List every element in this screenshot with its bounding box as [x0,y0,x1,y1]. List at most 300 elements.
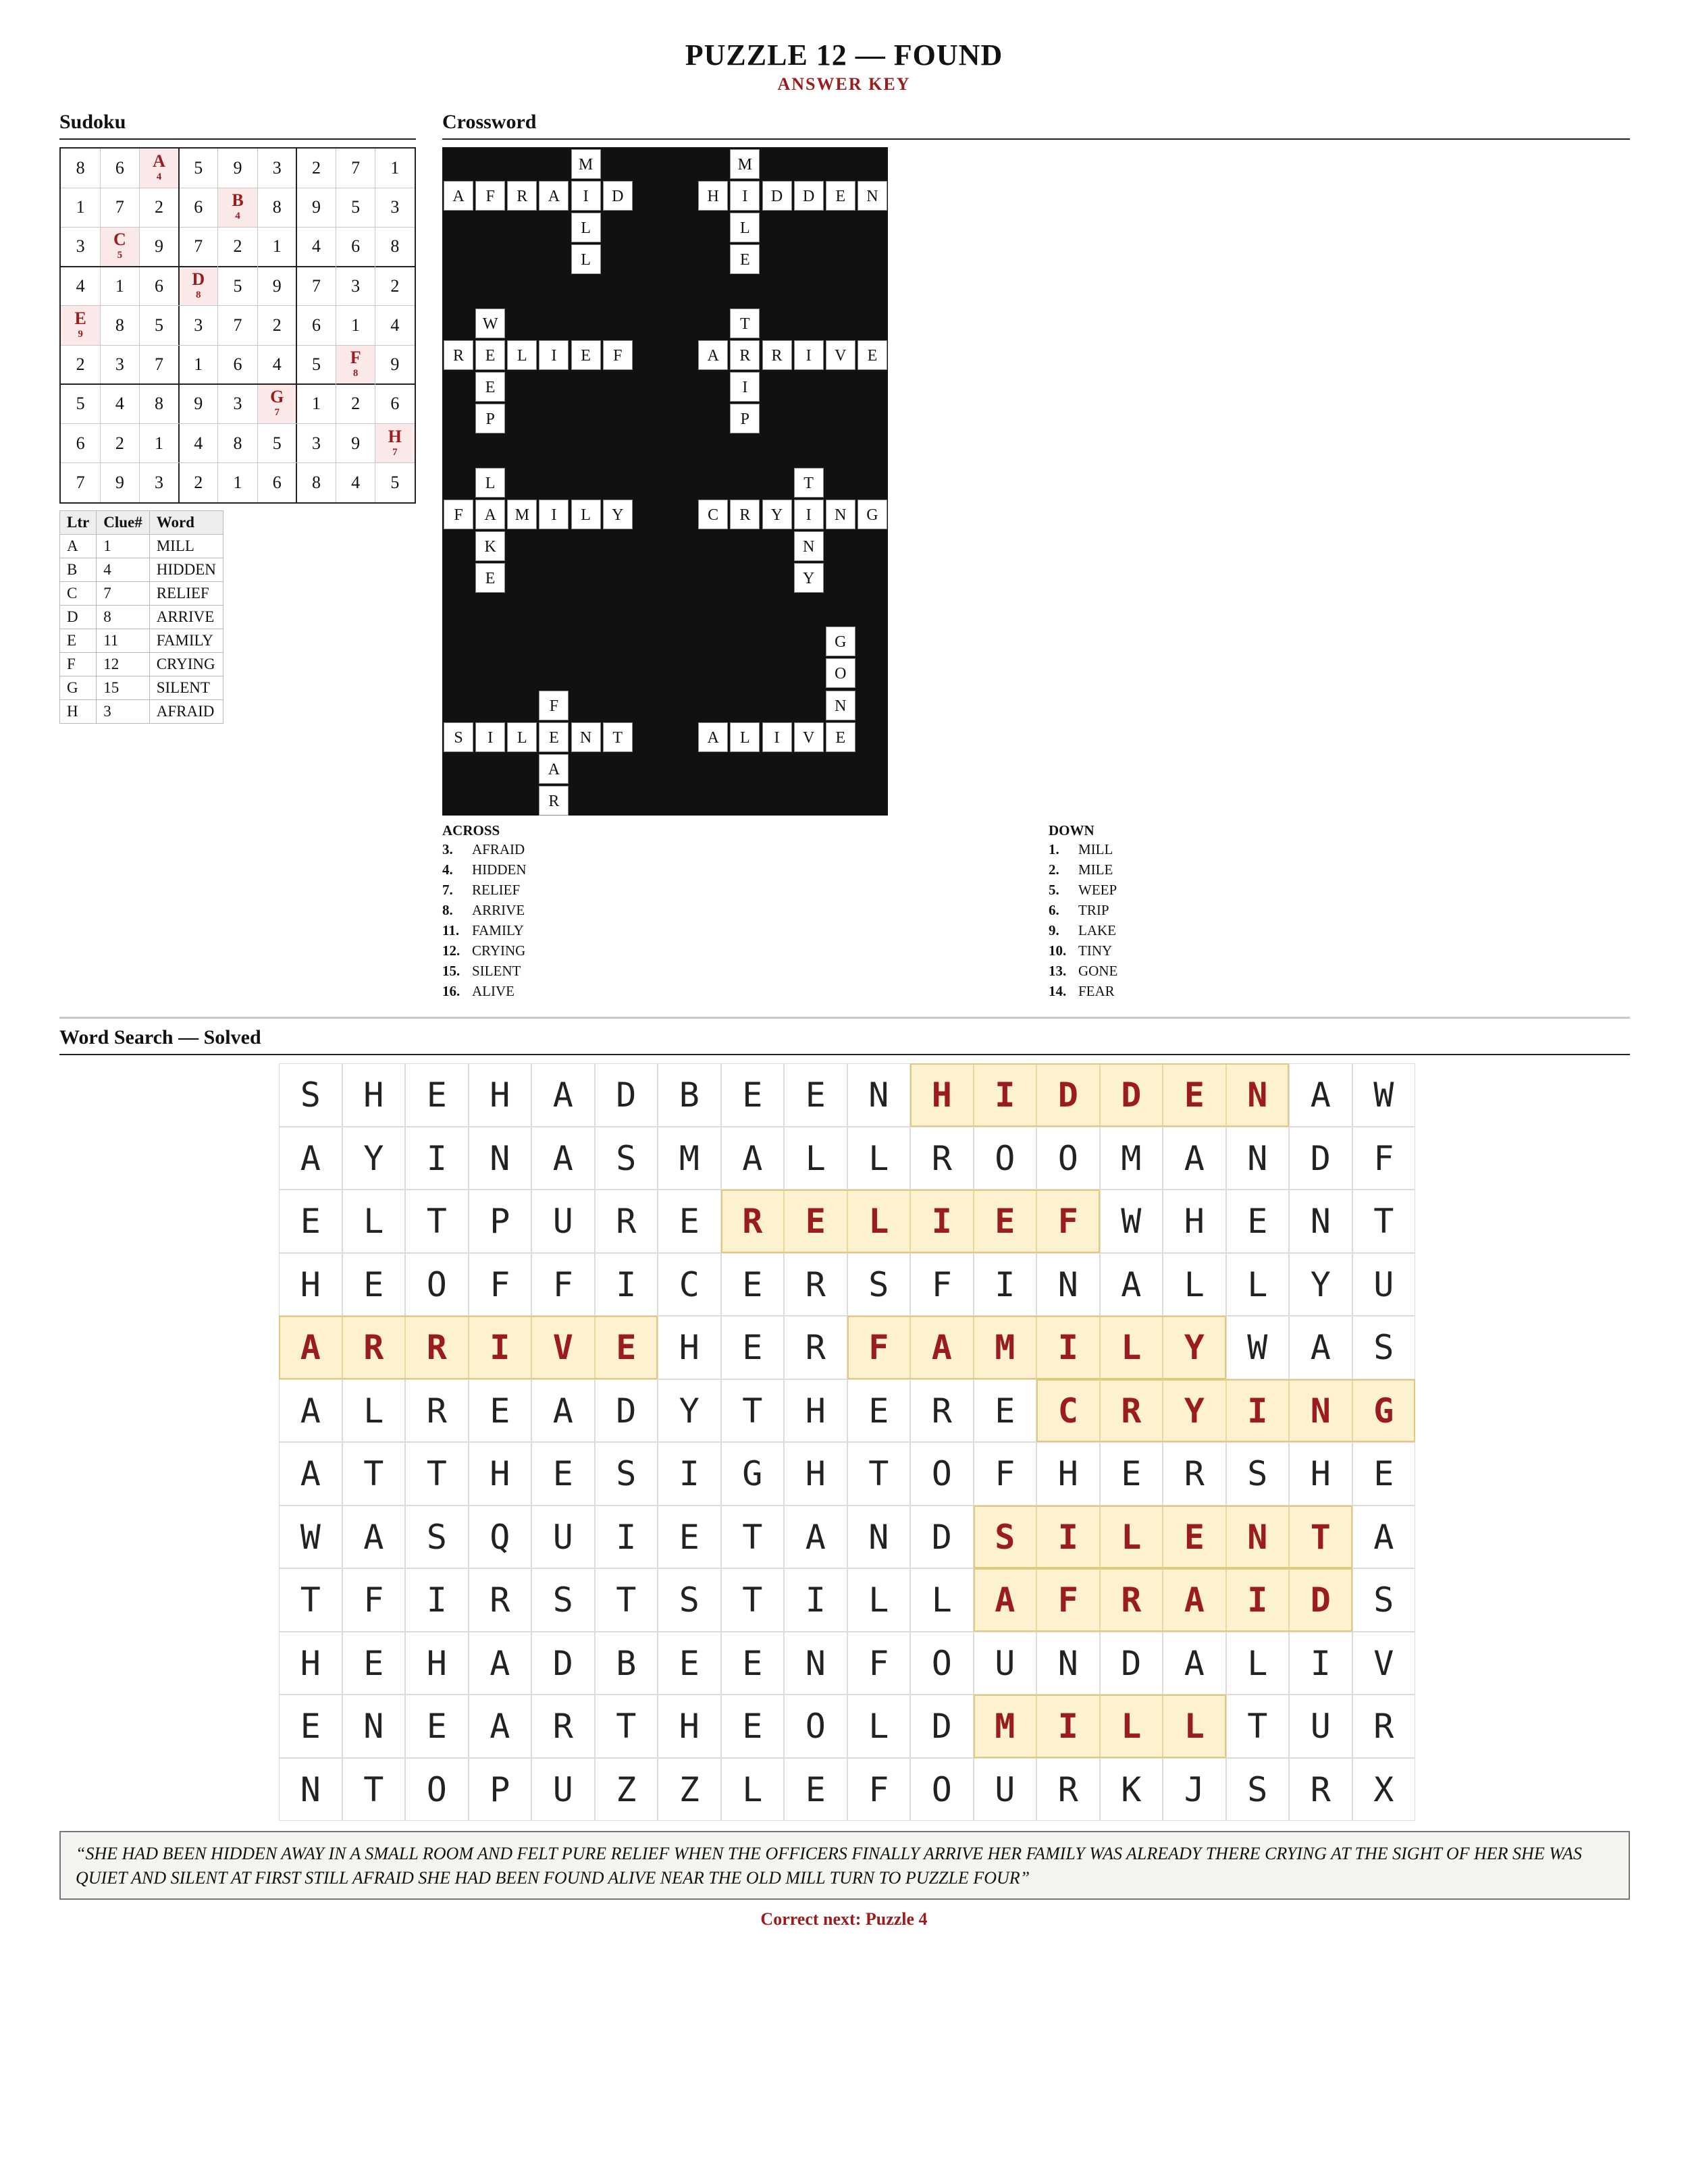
word-search-found-letter[interactable]: R [1100,1568,1163,1632]
crossword-cell[interactable]: A [475,500,505,529]
word-search-letter[interactable]: X [1352,1758,1416,1821]
sudoku-cell[interactable]: 8 [115,315,124,335]
word-search-letter[interactable]: A [1100,1253,1163,1316]
sudoku-cell[interactable]: 9 [115,472,124,492]
sudoku-cell[interactable]: 9 [155,236,164,257]
crossword-cell[interactable]: A [698,722,728,752]
word-search-found-letter[interactable]: I [1036,1506,1100,1569]
sudoku-cell[interactable] [100,227,139,266]
sudoku-cell[interactable]: 2 [272,315,282,335]
word-search-letter[interactable]: A [721,1127,785,1190]
word-search-letter[interactable]: I [1289,1632,1352,1695]
word-search-letter[interactable]: V [1352,1632,1416,1695]
word-search-found-letter[interactable]: E [784,1190,847,1253]
sudoku-cell[interactable]: 7 [233,315,242,335]
word-search-found-letter[interactable]: A [279,1316,342,1379]
sudoku-cell[interactable] [139,149,178,188]
sudoku-cell[interactable]: 1 [272,236,282,257]
crossword-cell[interactable]: E [571,340,601,370]
word-search-letter[interactable]: R [910,1379,974,1443]
word-search-found-letter[interactable]: R [721,1190,785,1253]
word-search-letter[interactable]: A [1352,1506,1416,1569]
sudoku-cell[interactable]: 2 [390,275,400,296]
sudoku-cell[interactable]: 3 [76,236,85,257]
word-search-letter[interactable]: B [658,1063,721,1127]
crossword-cell[interactable]: V [794,722,824,752]
sudoku-cell[interactable]: 2 [233,236,242,257]
sudoku-cell[interactable]: 1 [311,394,321,414]
word-search-letter[interactable]: R [1036,1758,1100,1821]
word-search-letter[interactable]: Z [595,1758,658,1821]
word-search-letter[interactable]: A [279,1379,342,1443]
crossword-cell[interactable]: F [603,340,633,370]
word-search-letter[interactable]: S [847,1253,911,1316]
crossword-cell[interactable]: I [794,340,824,370]
word-search-letter[interactable]: D [910,1695,974,1758]
word-search-letter[interactable]: T [847,1442,911,1506]
word-search-letter[interactable]: I [658,1442,721,1506]
word-search-found-letter[interactable]: A [910,1316,974,1379]
sudoku-cell[interactable] [375,424,415,463]
sudoku-cell[interactable]: 6 [76,433,85,453]
crossword-cell[interactable]: L [475,468,505,498]
sudoku-cell[interactable]: 8 [155,394,164,414]
sudoku-cell[interactable]: 5 [390,472,400,492]
word-search-letter[interactable]: E [531,1442,595,1506]
crossword-cell[interactable]: L [730,722,760,752]
word-search-letter[interactable]: E [469,1379,532,1443]
sudoku-cell[interactable]: 4 [390,315,400,335]
word-search-letter[interactable]: O [405,1758,469,1821]
word-search-letter[interactable]: O [910,1442,974,1506]
crossword-cell[interactable]: N [858,181,887,211]
crossword-cell[interactable]: I [794,500,824,529]
word-search-letter[interactable]: O [784,1695,847,1758]
word-search-letter[interactable]: O [405,1253,469,1316]
word-search-found-letter[interactable]: N [1226,1506,1290,1569]
crossword-cell[interactable]: A [539,181,569,211]
sudoku-cell[interactable]: 2 [76,354,85,375]
word-search-letter[interactable]: G [721,1442,785,1506]
word-search-letter[interactable]: A [784,1506,847,1569]
sudoku-cell[interactable]: 9 [233,158,242,178]
sudoku-cell[interactable]: 5 [76,394,85,414]
word-search-found-letter[interactable]: R [342,1316,406,1379]
word-search-found-letter[interactable]: F [847,1316,911,1379]
word-search-letter[interactable]: I [784,1568,847,1632]
sudoku-cell[interactable]: 4 [351,472,361,492]
word-search-letter[interactable]: A [531,1063,595,1127]
word-search-letter[interactable]: Y [342,1127,406,1190]
sudoku-cell[interactable]: 4 [194,433,203,453]
word-search-letter[interactable]: J [1163,1758,1226,1821]
word-search-letter[interactable]: T [721,1506,785,1569]
word-search-letter[interactable]: F [847,1758,911,1821]
word-search-letter[interactable]: F [974,1442,1037,1506]
crossword-cell[interactable]: P [730,404,760,433]
word-search-found-letter[interactable]: I [1036,1316,1100,1379]
word-search-letter[interactable]: T [595,1695,658,1758]
sudoku-cell[interactable]: 2 [115,433,124,453]
word-search-letter[interactable]: T [595,1568,658,1632]
word-search-letter[interactable]: R [1289,1758,1352,1821]
crossword-cell[interactable]: R [444,340,473,370]
word-search-letter[interactable]: E [1226,1190,1290,1253]
crossword-cell[interactable]: S [444,722,473,752]
word-search-letter[interactable]: S [1226,1442,1290,1506]
word-search-letter[interactable]: E [279,1190,342,1253]
word-search-found-letter[interactable]: N [1289,1379,1352,1443]
word-search-found-letter[interactable]: N [1226,1063,1290,1127]
word-search-letter[interactable]: I [405,1568,469,1632]
word-search-letter[interactable]: L [1226,1253,1290,1316]
word-search-letter[interactable]: R [531,1695,595,1758]
sudoku-cell[interactable]: 8 [233,433,242,453]
word-search-letter[interactable]: I [405,1127,469,1190]
word-search-letter[interactable]: E [405,1695,469,1758]
word-search-letter[interactable]: C [658,1253,721,1316]
word-search-letter[interactable]: Y [658,1379,721,1443]
word-search-letter[interactable]: M [1100,1127,1163,1190]
crossword-cell[interactable]: M [571,149,601,179]
word-search-letter[interactable]: R [784,1316,847,1379]
word-search-letter[interactable]: F [1352,1127,1416,1190]
crossword-cell[interactable]: I [539,500,569,529]
word-search-letter[interactable]: T [1352,1190,1416,1253]
word-search-letter[interactable]: B [595,1632,658,1695]
word-search-found-letter[interactable]: I [910,1190,974,1253]
word-search-found-letter[interactable]: E [1163,1506,1226,1569]
crossword-cell[interactable]: F [444,500,473,529]
sudoku-cell[interactable] [336,345,375,384]
sudoku-cell[interactable]: 1 [76,197,85,217]
word-search-letter[interactable]: L [784,1127,847,1190]
word-search-letter[interactable]: E [658,1506,721,1569]
word-search-letter[interactable]: E [405,1063,469,1127]
sudoku-cell[interactable]: 5 [272,433,282,453]
word-search-letter[interactable]: D [531,1632,595,1695]
word-search-letter[interactable]: N [847,1063,911,1127]
crossword-cell[interactable]: R [730,500,760,529]
word-search-letter[interactable]: R [405,1379,469,1443]
word-search-found-letter[interactable]: D [1100,1063,1163,1127]
crossword-cell[interactable]: G [858,500,887,529]
word-search-letter[interactable]: N [279,1758,342,1821]
word-search-found-letter[interactable]: Y [1163,1379,1226,1443]
word-search-found-letter[interactable]: I [974,1063,1037,1127]
crossword-cell[interactable]: A [698,340,728,370]
word-search-letter[interactable]: O [974,1127,1037,1190]
crossword-cell[interactable]: F [475,181,505,211]
word-search-letter[interactable]: L [342,1379,406,1443]
word-search-letter[interactable]: D [910,1506,974,1569]
word-search-letter[interactable]: E [721,1253,785,1316]
word-search-letter[interactable]: P [469,1758,532,1821]
word-search-letter[interactable]: P [469,1190,532,1253]
sudoku-cell[interactable]: 1 [155,433,164,453]
sudoku-cell[interactable]: 8 [76,158,85,178]
word-search-letter[interactable]: U [531,1506,595,1569]
word-search-found-letter[interactable]: C [1036,1379,1100,1443]
word-search-letter[interactable]: H [342,1063,406,1127]
word-search-letter[interactable]: T [405,1190,469,1253]
word-search-letter[interactable]: T [342,1442,406,1506]
crossword-cell[interactable]: D [762,181,792,211]
word-search-letter[interactable]: E [784,1758,847,1821]
word-search-letter[interactable]: R [595,1190,658,1253]
word-search-letter[interactable]: H [279,1253,342,1316]
crossword-cell[interactable]: A [444,181,473,211]
sudoku-cell[interactable]: 1 [351,315,361,335]
crossword-cell[interactable]: V [826,340,855,370]
word-search-letter[interactable]: E [279,1695,342,1758]
crossword-cell[interactable]: Y [762,500,792,529]
sudoku-cell[interactable]: 1 [233,472,242,492]
word-search-letter[interactable]: L [847,1695,911,1758]
word-search-letter[interactable]: H [1036,1442,1100,1506]
crossword-cell[interactable]: M [507,500,537,529]
sudoku-cell[interactable]: 3 [194,315,203,335]
sudoku-cell[interactable]: 6 [311,315,321,335]
word-search-letter[interactable]: H [1289,1442,1352,1506]
word-search-letter[interactable]: O [910,1758,974,1821]
sudoku-cell[interactable]: 8 [272,197,282,217]
word-search-letter[interactable]: F [342,1568,406,1632]
word-search-letter[interactable]: U [531,1758,595,1821]
sudoku-cell[interactable]: 8 [311,472,321,492]
word-search-letter[interactable]: E [721,1632,785,1695]
word-search-letter[interactable]: T [1226,1695,1290,1758]
word-search-letter[interactable]: S [1352,1316,1416,1379]
word-search-found-letter[interactable]: I [469,1316,532,1379]
word-search-letter[interactable]: W [279,1506,342,1569]
sudoku-cell[interactable]: 6 [351,236,361,257]
crossword-cell[interactable]: L [507,722,537,752]
sudoku-cell[interactable]: 3 [115,354,124,375]
crossword-cell[interactable]: N [794,531,824,561]
word-search-letter[interactable]: A [342,1506,406,1569]
crossword-cell[interactable]: N [826,500,855,529]
word-search-letter[interactable]: E [1352,1442,1416,1506]
word-search-letter[interactable]: D [595,1379,658,1443]
word-search-letter[interactable]: L [1163,1253,1226,1316]
word-search-letter[interactable]: I [595,1506,658,1569]
word-search-letter[interactable]: A [279,1442,342,1506]
word-search-letter[interactable]: E [658,1632,721,1695]
word-search-letter[interactable]: A [279,1127,342,1190]
crossword-cell[interactable]: T [730,309,760,338]
word-search-letter[interactable]: O [1036,1127,1100,1190]
word-search-letter[interactable]: R [1352,1695,1416,1758]
crossword-cell[interactable]: C [698,500,728,529]
word-search-letter[interactable]: W [1100,1190,1163,1253]
crossword-cell[interactable]: E [730,244,760,274]
word-search-letter[interactable]: H [658,1695,721,1758]
sudoku-cell[interactable]: 7 [311,275,321,296]
word-search-letter[interactable]: R [784,1253,847,1316]
sudoku-cell[interactable]: 8 [390,236,400,257]
word-search-letter[interactable]: E [342,1632,406,1695]
crossword-cell[interactable]: R [730,340,760,370]
crossword-cell[interactable]: I [762,722,792,752]
word-search-letter[interactable]: F [910,1253,974,1316]
word-search-letter[interactable]: N [469,1127,532,1190]
sudoku-cell[interactable]: 9 [194,394,203,414]
word-search-found-letter[interactable]: E [974,1190,1037,1253]
word-search-letter[interactable]: E [721,1063,785,1127]
sudoku-cell[interactable]: 3 [351,275,361,296]
crossword-cell[interactable]: L [507,340,537,370]
sudoku-cell[interactable] [61,306,100,345]
sudoku-cell[interactable]: 4 [115,394,124,414]
crossword-cell[interactable]: T [794,468,824,498]
word-search-letter[interactable]: L [721,1758,785,1821]
word-search-found-letter[interactable]: R [1100,1379,1163,1443]
sudoku-cell[interactable]: 7 [115,197,124,217]
sudoku-cell[interactable]: 5 [351,197,361,217]
crossword-cell[interactable]: I [730,181,760,211]
crossword-cell[interactable]: R [507,181,537,211]
word-search-letter[interactable]: L [847,1127,911,1190]
sudoku-cell[interactable] [179,267,218,306]
word-search-letter[interactable]: S [1352,1568,1416,1632]
sudoku-cell[interactable]: 9 [351,433,361,453]
sudoku-cell[interactable]: 4 [311,236,321,257]
crossword-cell[interactable]: E [475,340,505,370]
word-search-letter[interactable]: S [1226,1758,1290,1821]
sudoku-cell[interactable]: 6 [194,197,203,217]
crossword-cell[interactable]: E [826,181,855,211]
word-search-letter[interactable]: H [1163,1190,1226,1253]
word-search-letter[interactable]: U [531,1190,595,1253]
word-search-found-letter[interactable]: F [1036,1190,1100,1253]
sudoku-cell[interactable]: 3 [155,472,164,492]
crossword-cell[interactable]: G [826,627,855,656]
word-search-letter[interactable]: S [531,1568,595,1632]
crossword-cell[interactable]: Y [603,500,633,529]
word-search-letter[interactable]: F [847,1632,911,1695]
crossword-cell[interactable]: L [730,213,760,242]
word-search-letter[interactable]: A [469,1695,532,1758]
sudoku-cell[interactable]: 3 [311,433,321,453]
word-search-found-letter[interactable]: M [974,1695,1037,1758]
crossword-cell[interactable]: N [571,722,601,752]
word-search-found-letter[interactable]: G [1352,1379,1416,1443]
word-search-letter[interactable]: T [279,1568,342,1632]
sudoku-cell[interactable]: 2 [155,197,164,217]
word-search-letter[interactable]: N [1036,1253,1100,1316]
crossword-cell[interactable]: H [698,181,728,211]
word-search-letter[interactable]: E [1100,1442,1163,1506]
word-search-letter[interactable]: D [595,1063,658,1127]
word-search-found-letter[interactable]: E [1163,1063,1226,1127]
sudoku-cell[interactable]: 7 [351,158,361,178]
word-search-letter[interactable]: R [469,1568,532,1632]
word-search-found-letter[interactable]: L [1100,1316,1163,1379]
word-search-letter[interactable]: E [784,1063,847,1127]
crossword-cell[interactable]: W [475,309,505,338]
word-search-found-letter[interactable]: L [1100,1506,1163,1569]
crossword-cell[interactable]: L [571,213,601,242]
word-search-letter[interactable]: A [531,1379,595,1443]
crossword-cell[interactable]: I [475,722,505,752]
word-search-found-letter[interactable]: D [1289,1568,1352,1632]
word-search-letter[interactable]: H [469,1063,532,1127]
sudoku-cell[interactable]: 2 [351,394,361,414]
word-search-letter[interactable]: N [342,1695,406,1758]
word-search-found-letter[interactable]: L [1163,1695,1226,1758]
word-search-letter[interactable]: A [531,1127,595,1190]
crossword-cell[interactable]: E [858,340,887,370]
crossword-cell[interactable]: R [539,786,569,816]
word-search-letter[interactable]: E [721,1316,785,1379]
sudoku-cell[interactable]: 1 [115,275,124,296]
word-search-letter[interactable]: U [974,1758,1037,1821]
word-search-found-letter[interactable]: V [531,1316,595,1379]
word-search-letter[interactable]: T [405,1442,469,1506]
word-search-found-letter[interactable]: R [405,1316,469,1379]
word-search-letter[interactable]: D [1100,1632,1163,1695]
sudoku-cell[interactable]: 1 [390,158,400,178]
sudoku-cell[interactable]: 3 [390,197,400,217]
sudoku-cell[interactable]: 7 [194,236,203,257]
word-search-letter[interactable]: R [910,1127,974,1190]
crossword-cell[interactable]: A [539,754,569,784]
word-search-found-letter[interactable]: S [974,1506,1037,1569]
word-search-found-letter[interactable]: M [974,1316,1037,1379]
word-search-letter[interactable]: N [1289,1190,1352,1253]
crossword-cell[interactable]: O [826,658,855,688]
sudoku-cell[interactable]: 1 [194,354,203,375]
sudoku-cell[interactable]: 6 [155,275,164,296]
sudoku-cell[interactable] [218,188,257,227]
word-search-letter[interactable]: S [595,1442,658,1506]
word-search-letter[interactable]: W [1226,1316,1290,1379]
word-search-letter[interactable]: D [1289,1127,1352,1190]
sudoku-cell[interactable]: 7 [76,472,85,492]
word-search-letter[interactable]: L [847,1568,911,1632]
sudoku-cell[interactable]: 9 [311,197,321,217]
sudoku-cell[interactable]: 6 [115,158,124,178]
word-search-letter[interactable]: U [1289,1695,1352,1758]
crossword-cell[interactable]: L [571,500,601,529]
crossword-cell[interactable]: E [475,563,505,593]
word-search-found-letter[interactable]: L [847,1190,911,1253]
word-search-letter[interactable]: Q [469,1506,532,1569]
word-search-found-letter[interactable]: T [1289,1506,1352,1569]
word-search-letter[interactable]: R [1163,1442,1226,1506]
crossword-cell[interactable]: R [762,340,792,370]
word-search-letter[interactable]: L [910,1568,974,1632]
word-search-letter[interactable]: A [1163,1127,1226,1190]
word-search-found-letter[interactable]: Y [1163,1316,1226,1379]
word-search-found-letter[interactable]: I [1226,1379,1290,1443]
word-search-letter[interactable]: A [1289,1063,1352,1127]
word-search-found-letter[interactable]: I [1226,1568,1290,1632]
word-search-letter[interactable]: I [595,1253,658,1316]
word-search-letter[interactable]: N [847,1506,911,1569]
word-search-found-letter[interactable]: D [1036,1063,1100,1127]
sudoku-cell[interactable]: 3 [233,394,242,414]
word-search-letter[interactable]: S [279,1063,342,1127]
word-search-letter[interactable]: Z [658,1758,721,1821]
word-search-letter[interactable]: F [531,1253,595,1316]
crossword-cell[interactable]: E [475,372,505,402]
word-search-letter[interactable]: H [658,1316,721,1379]
word-search-letter[interactable]: N [1036,1632,1100,1695]
word-search-letter[interactable]: A [469,1632,532,1695]
sudoku-cell[interactable]: 3 [272,158,282,178]
